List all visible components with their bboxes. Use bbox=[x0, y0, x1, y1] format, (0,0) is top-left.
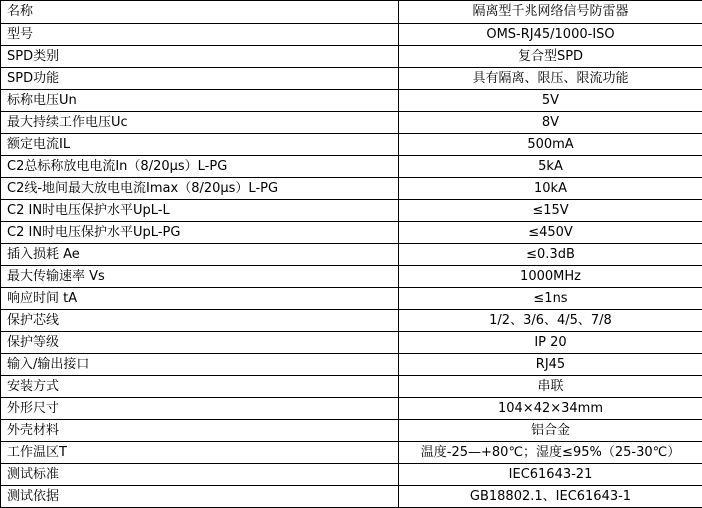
row-label: 测试依据 bbox=[1, 486, 399, 508]
row-label: 名称 bbox=[1, 1, 399, 24]
row-label: 安装方式 bbox=[1, 376, 399, 398]
row-value: 具有隔离、限压、限流功能 bbox=[399, 68, 702, 90]
row-label: 输入/输出接口 bbox=[1, 354, 399, 376]
table-row bbox=[1, 288, 702, 310]
table-row bbox=[1, 156, 702, 178]
table-row bbox=[1, 420, 702, 442]
row-label: SPD类别 bbox=[1, 46, 399, 68]
row-value: OMS-RJ45/1000-ISO bbox=[399, 24, 702, 46]
row-value: ≤15V bbox=[399, 200, 702, 222]
row-value: 铝合金 bbox=[399, 420, 702, 442]
table-row bbox=[1, 24, 702, 46]
row-value: 隔离型千兆网络信号防雷器 bbox=[399, 1, 702, 24]
table-row bbox=[1, 266, 702, 288]
table-row bbox=[1, 90, 702, 112]
row-label: 保护芯线 bbox=[1, 310, 399, 332]
table-row bbox=[1, 376, 702, 398]
table-row bbox=[1, 1, 702, 24]
row-label: 标称电压Un bbox=[1, 90, 399, 112]
table-row bbox=[1, 486, 702, 508]
row-label: 外壳材料 bbox=[1, 420, 399, 442]
row-label: 响应时间 tA bbox=[1, 288, 399, 310]
table-row bbox=[1, 222, 702, 244]
table-row bbox=[1, 398, 702, 420]
table-row bbox=[1, 464, 702, 486]
row-value: IP 20 bbox=[399, 332, 702, 354]
row-value: ≤0.3dB bbox=[399, 244, 702, 266]
table-row bbox=[1, 200, 702, 222]
table-row bbox=[1, 332, 702, 354]
table-row bbox=[1, 112, 702, 134]
row-value: IEC61643-21 bbox=[399, 464, 702, 486]
row-value: ≤450V bbox=[399, 222, 702, 244]
row-value: GB18802.1、IEC61643-1 bbox=[399, 486, 702, 508]
row-label: C2线-地间最大放电电流Imax（8/20μs）L-PG bbox=[1, 178, 399, 200]
table-row bbox=[1, 68, 702, 90]
row-label: 最大持续工作电压Uc bbox=[1, 112, 399, 134]
row-label: 外形尺寸 bbox=[1, 398, 399, 420]
row-label: C2 IN时电压保护水平UpL-PG bbox=[1, 222, 399, 244]
row-label: 最大传输速率 Vs bbox=[1, 266, 399, 288]
row-label: SPD功能 bbox=[1, 68, 399, 90]
row-label: 型号 bbox=[1, 24, 399, 46]
row-value: 104×42×34mm bbox=[399, 398, 702, 420]
row-value: 串联 bbox=[399, 376, 702, 398]
row-value: 5V bbox=[399, 90, 702, 112]
row-value: 5kA bbox=[399, 156, 702, 178]
row-value: 1000MHz bbox=[399, 266, 702, 288]
table-row bbox=[1, 310, 702, 332]
row-value: 500mA bbox=[399, 134, 702, 156]
row-value: 1/2、3/6、4/5、7/8 bbox=[399, 310, 702, 332]
row-value: 复合型SPD bbox=[399, 46, 702, 68]
row-value: ≤1ns bbox=[399, 288, 702, 310]
table-row bbox=[1, 134, 702, 156]
row-value: 10kA bbox=[399, 178, 702, 200]
table-row bbox=[1, 442, 702, 464]
row-value: RJ45 bbox=[399, 354, 702, 376]
table-row bbox=[1, 244, 702, 266]
row-label: 测试标准 bbox=[1, 464, 399, 486]
table-row bbox=[1, 354, 702, 376]
row-value: 8V bbox=[399, 112, 702, 134]
table-row bbox=[1, 178, 702, 200]
table-row bbox=[1, 46, 702, 68]
row-label: 保护等级 bbox=[1, 332, 399, 354]
row-label: 额定电流IL bbox=[1, 134, 399, 156]
row-label: C2 IN时电压保护水平UpL-L bbox=[1, 200, 399, 222]
row-label: 工作温区T bbox=[1, 442, 399, 464]
table-body bbox=[1, 1, 702, 508]
row-label: 插入损耗 Ae bbox=[1, 244, 399, 266]
row-value: 温度-25—+80℃；湿度≤95%（25-30℃） bbox=[399, 442, 702, 464]
row-label: C2总标称放电电流In（8/20μs）L-PG bbox=[1, 156, 399, 178]
